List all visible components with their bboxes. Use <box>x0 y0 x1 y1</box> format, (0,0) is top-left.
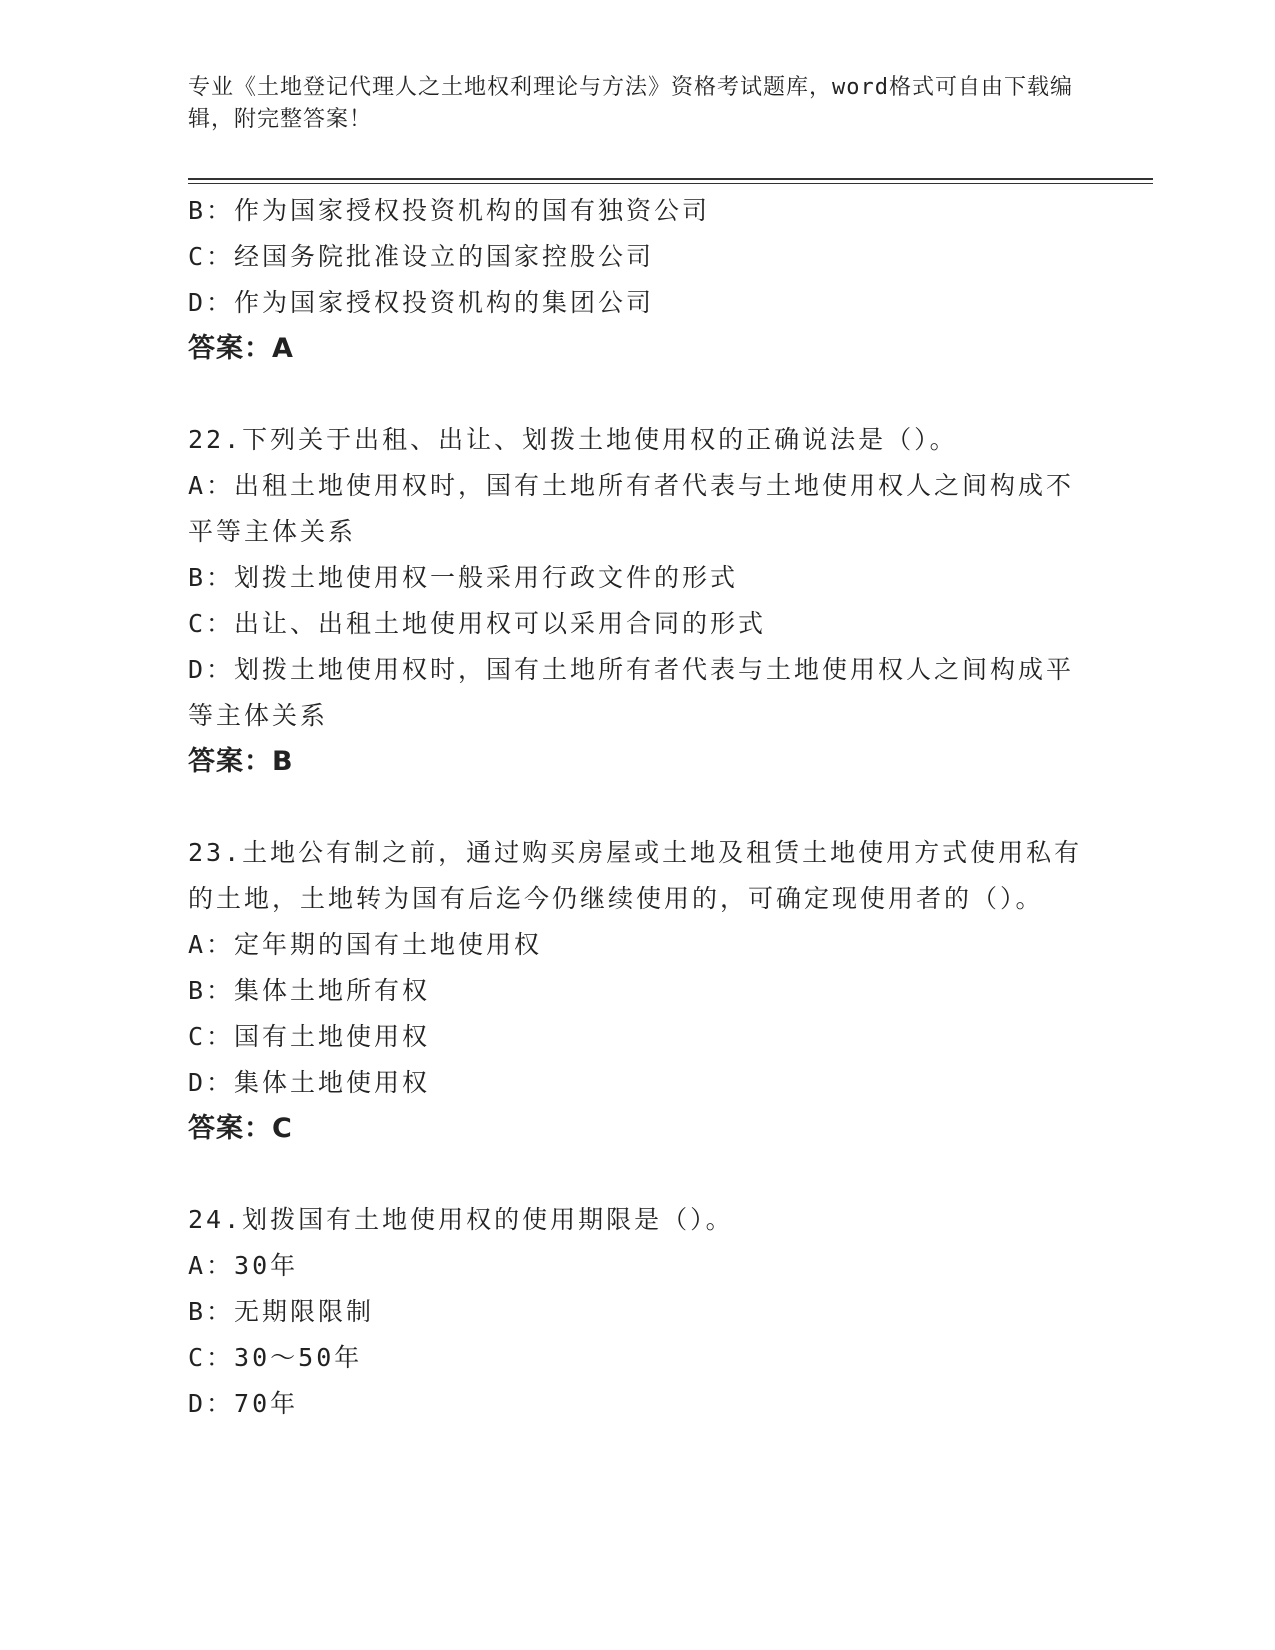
question-spacer <box>188 1152 1088 1197</box>
option-d: D：划拨土地使用权时，国有土地所有者代表与土地使用权人之间构成平等主体关系 <box>188 655 1075 730</box>
question-22 <box>188 417 1088 785</box>
option-c: C：出让、出租土地使用权可以采用合同的形式 <box>188 609 767 638</box>
document-header: 专业《土地登记代理人之土地权利理论与方法》资格考试题库，word格式可自由下载编辑，附完整答案！ <box>188 75 1073 132</box>
header-divider <box>188 178 1153 184</box>
option-b: B：集体土地所有权 <box>188 976 431 1005</box>
divider-line-thick <box>188 178 1153 180</box>
answer-label: 答案：A <box>188 333 294 364</box>
option-d: D：作为国家授权投资机构的集团公司 <box>188 288 655 317</box>
question-stem: 24.划拨国有土地使用权的使用期限是（）。 <box>188 1205 734 1234</box>
question-list <box>188 188 1088 1427</box>
question-stem: 22.下列关于出租、出让、划拨土地使用权的正确说法是（）。 <box>188 425 958 454</box>
answer-label: 答案：C <box>188 1113 293 1144</box>
question-23 <box>188 830 1088 1152</box>
option-a: A：30年 <box>188 1251 299 1280</box>
question-spacer <box>188 785 1088 830</box>
option-b: B：无期限限制 <box>188 1297 375 1326</box>
answer-label: 答案：B <box>188 746 294 777</box>
option-b: B：划拨土地使用权一般采用行政文件的形式 <box>188 563 739 592</box>
option-d: D：集体土地使用权 <box>188 1068 431 1097</box>
option-a: A：出租土地使用权时，国有土地所有者代表与土地使用权人之间构成不平等主体关系 <box>188 471 1075 546</box>
option-c: C：30～50年 <box>188 1343 363 1372</box>
question-21-tail <box>188 188 1088 372</box>
option-c: C：经国务院批准设立的国家控股公司 <box>188 242 655 271</box>
option-d: D：70年 <box>188 1389 299 1418</box>
divider-line-thin <box>188 183 1153 184</box>
question-stem: 23.土地公有制之前，通过购买房屋或土地及租赁土地使用方式使用私有的土地，土地转为国有后迄今仍继续使用的，可确定现使用者的（）。 <box>188 838 1083 913</box>
question-24 <box>188 1197 1088 1427</box>
option-c: C：国有土地使用权 <box>188 1022 431 1051</box>
option-b: B：作为国家授权投资机构的国有独资公司 <box>188 196 711 225</box>
question-spacer <box>188 372 1088 417</box>
option-a: A：定年期的国有土地使用权 <box>188 930 543 959</box>
